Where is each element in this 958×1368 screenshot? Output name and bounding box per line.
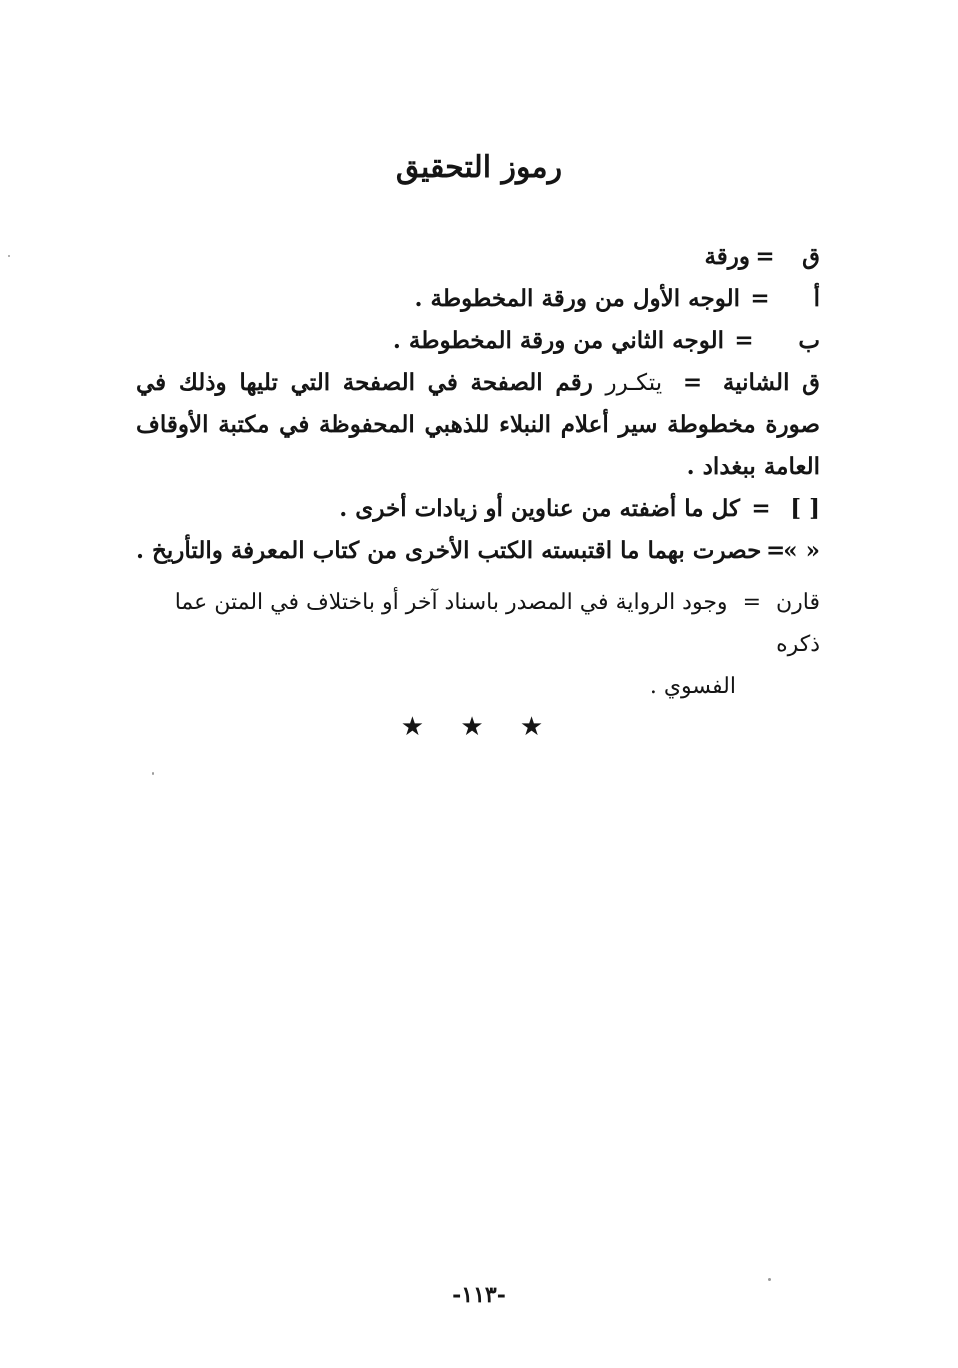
equals-sign: =: [750, 285, 770, 312]
entry-definition: حصرت بهما ما اقتبسته الكتب الأخرى من كتاب المعرفة والتأريخ .: [136, 537, 762, 564]
equals-sign: =: [734, 327, 754, 354]
page-number: -١١٣-: [452, 1282, 506, 1308]
entry-verb: يتكـرر: [605, 370, 663, 396]
entry-face-a: [136, 278, 820, 320]
entry-symbol: ق: [802, 243, 820, 270]
entry-qarin: [136, 582, 820, 708]
entry-waraqa: [136, 236, 820, 278]
entry-second-q: [136, 362, 820, 488]
section-divider-stars: ★ ★ ★: [400, 712, 558, 742]
entry-symbol: ب: [798, 327, 820, 354]
entry-definition: الوجه الأول من ورقة المخطوطة .: [414, 285, 740, 312]
entry-definition: رقم الصفحة في الصفحة التي تليها وذلك في صورة مخطوطة سير أعلام النبلاء للذهبي المحفوظة في مكتبة الأوقاف العامة ببغداد .: [136, 369, 820, 480]
equals-sign: =: [751, 495, 771, 522]
entry-symbol: « »: [783, 537, 820, 564]
entry-definition: ورقة: [704, 243, 750, 270]
entry-quotes: [136, 530, 820, 572]
entry-definition: كل ما أضفته من عناوين أو زيادات أخرى .: [339, 495, 740, 522]
entry-symbol: ق الشانية: [722, 369, 821, 396]
equals-sign: =: [766, 537, 786, 564]
equals-sign: =: [742, 590, 761, 615]
equals-sign: =: [682, 369, 703, 396]
entry-definition: الوجه الثاني من ورقة المخطوطة .: [392, 327, 724, 354]
scan-speck: [152, 772, 154, 775]
entry-brackets: [136, 488, 820, 530]
entry-face-b: [136, 320, 820, 362]
page-title: رموز التحقيق: [395, 150, 563, 185]
scan-speck: [768, 1278, 771, 1281]
entry-definition: وجود الرواية في المصدر باسناد آخر أو باختلاف في المتن عما ذكره: [174, 590, 820, 657]
entry-symbol: [ ]: [790, 495, 820, 522]
abbreviations-list: [136, 236, 820, 708]
entry-symbol: أ: [813, 285, 820, 312]
entry-symbol: قارن: [776, 590, 820, 615]
equals-sign: =: [755, 243, 775, 270]
entry-continuation: الفسوي .: [649, 674, 736, 699]
scan-speck: [8, 255, 10, 257]
